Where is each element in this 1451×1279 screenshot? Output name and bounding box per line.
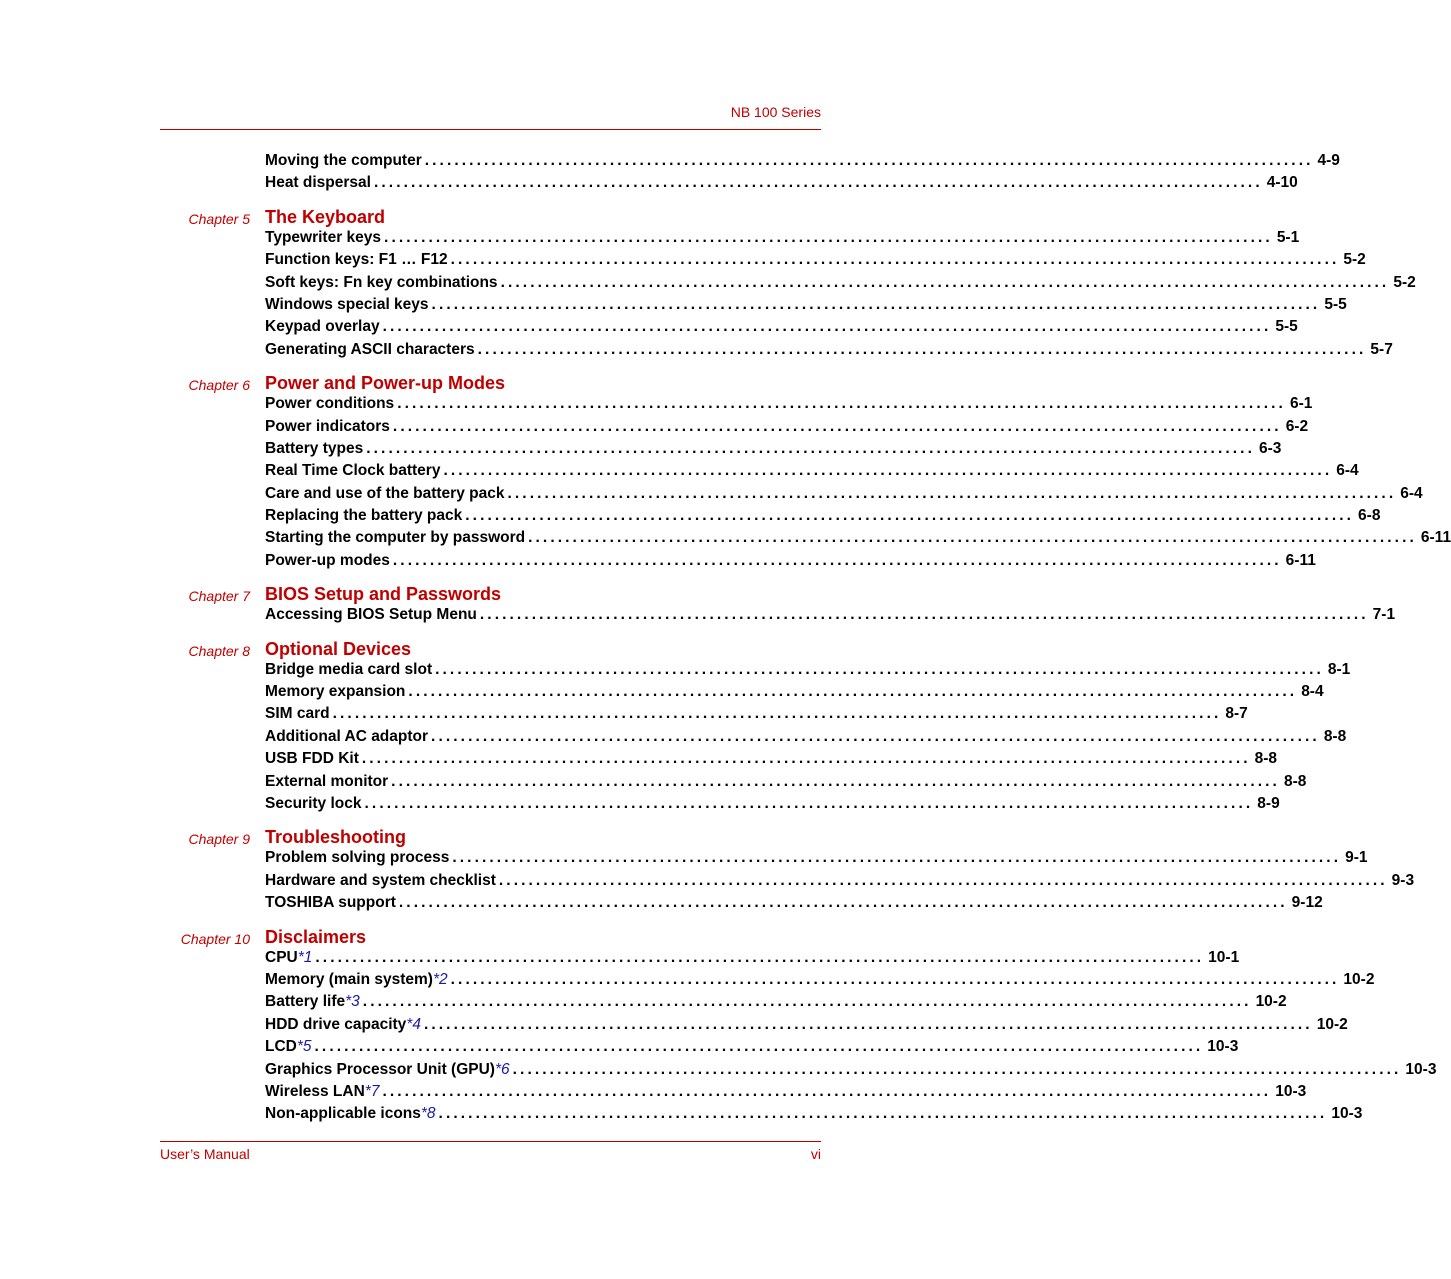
toc-entry[interactable] xyxy=(265,295,1347,318)
entry-title-text: Windows special keys xyxy=(265,295,429,313)
footnote-ref[interactable]: *1 xyxy=(297,948,313,966)
entry-title-text: Problem solving process xyxy=(265,849,450,867)
dot-leader: ........................................................................................................................ xyxy=(500,273,1390,291)
chapter-label: Chapter 5 xyxy=(188,210,250,227)
toc-entry[interactable] xyxy=(265,660,1351,683)
toc-entry[interactable] xyxy=(265,683,1324,705)
chapter-label: Chapter 10 xyxy=(180,930,250,947)
dot-leader: ........................................................................................................................ xyxy=(364,794,1254,812)
toc-entry[interactable] xyxy=(265,395,1313,417)
toc-entry[interactable] xyxy=(265,794,1280,817)
footnote-ref[interactable]: *5 xyxy=(296,1038,312,1056)
chapter-title: Disclaimers xyxy=(265,926,367,947)
toc-entry-page: 10-3 xyxy=(1331,1105,1363,1123)
toc-entry-page: 6-11 xyxy=(1285,551,1316,569)
toc-entry-title xyxy=(265,606,480,624)
dot-leader: ........................................................................................................................ xyxy=(384,228,1273,246)
toc-entry-title xyxy=(265,251,451,269)
toc-entry-title xyxy=(265,507,465,525)
chapter-label: Chapter 6 xyxy=(188,377,250,394)
entry-title-text: Moving the computer xyxy=(265,152,422,169)
entry-title-text: Battery life xyxy=(265,993,346,1011)
entry-title-text: Typewriter keys xyxy=(265,228,382,246)
toc-entry-page: 6-4 xyxy=(1336,462,1359,480)
chapter-heading[interactable] xyxy=(0,373,954,395)
dot-leader: ........................................................................................................................ xyxy=(431,727,1320,745)
toc-entry-title xyxy=(265,1061,513,1079)
toc-entry[interactable] xyxy=(265,273,1416,296)
toc-entry-title xyxy=(265,705,333,723)
footer-rule xyxy=(160,1141,821,1142)
chapter-label: Chapter 9 xyxy=(188,831,250,848)
toc-entry-page: 10-3 xyxy=(1405,1060,1437,1078)
toc-entry[interactable] xyxy=(265,1015,1348,1038)
toc-entry-title xyxy=(265,993,363,1011)
chapter-heading[interactable] xyxy=(0,927,954,949)
toc-entry-title xyxy=(265,773,391,791)
toc-entry-title xyxy=(265,174,374,192)
dot-leader: ........................................................................................................................ xyxy=(477,340,1367,358)
entry-title-text: TOSHIBA support xyxy=(265,894,396,912)
dot-leader: ........................................................................................................................ xyxy=(314,1038,1204,1056)
toc-entry-title xyxy=(265,750,362,768)
dot-leader: ........................................................................................................................ xyxy=(424,152,1314,169)
toc-entry-page: 8-8 xyxy=(1323,727,1347,745)
toc-entry-title xyxy=(265,661,435,679)
toc-entry[interactable] xyxy=(265,318,1298,340)
toc-entry-title xyxy=(265,440,366,458)
entry-title-text: HDD drive capacity xyxy=(265,1015,407,1033)
toc-entry-page: 9-3 xyxy=(1391,871,1415,889)
entry-title-text: Replacing the battery pack xyxy=(265,507,463,525)
table-of-contents xyxy=(0,152,1451,1128)
dot-leader: ........................................................................................................................ xyxy=(479,606,1369,624)
entry-title-text: External monitor xyxy=(265,772,389,790)
toc-entry-title xyxy=(265,728,431,746)
entry-title-text: Heat dispersal xyxy=(265,174,371,192)
toc-entry-title xyxy=(265,971,451,989)
toc-entry[interactable] xyxy=(265,772,1307,795)
entry-title-text: Accessing BIOS Setup Menu xyxy=(265,606,477,624)
dot-leader: ........................................................................................................................ xyxy=(408,683,1298,701)
toc-entry[interactable] xyxy=(265,970,1375,993)
toc-entry[interactable] xyxy=(265,849,1368,871)
dot-leader: ........................................................................................................................ xyxy=(397,395,1286,413)
toc-entry-title xyxy=(265,462,443,480)
dot-leader: ........................................................................................................................ xyxy=(431,295,1321,313)
toc-entry[interactable] xyxy=(265,551,1316,574)
toc-entry-page: 4-9 xyxy=(1317,152,1340,169)
dot-leader: ........................................................................................................................ xyxy=(435,660,1324,678)
dot-leader: ........................................................................................................................ xyxy=(398,894,1288,912)
chapter-heading[interactable] xyxy=(0,639,954,661)
toc-entry-title xyxy=(265,485,507,503)
toc-entry[interactable] xyxy=(265,484,1423,507)
toc-entry-page: 4-10 xyxy=(1266,174,1298,192)
dot-leader: ........................................................................................................................ xyxy=(498,871,1388,889)
entry-title-text: Bridge media card slot xyxy=(265,660,433,678)
dot-leader: ........................................................................................................................ xyxy=(373,174,1263,192)
toc-entry-title xyxy=(265,318,383,336)
entry-title-text: Security lock xyxy=(265,794,362,812)
toc-entry-title xyxy=(265,395,397,413)
toc-entry-page: 6-2 xyxy=(1285,417,1309,435)
footnote-ref[interactable]: *4 xyxy=(406,1015,421,1033)
toc-entry[interactable] xyxy=(265,529,1451,551)
toc-entry[interactable] xyxy=(265,705,1248,727)
dot-leader: ........................................................................................................................ xyxy=(366,439,1255,457)
dot-leader: ........................................................................................................................ xyxy=(362,993,1252,1011)
toc-entry[interactable] xyxy=(265,871,1415,894)
toc-entry[interactable] xyxy=(265,948,1240,971)
toc-entry-page: 6-3 xyxy=(1259,439,1282,457)
toc-entry-title xyxy=(265,1105,439,1123)
chapter-heading[interactable] xyxy=(0,584,954,606)
toc-entry-page: 6-8 xyxy=(1358,507,1381,525)
dot-leader: ........................................................................................................................ xyxy=(443,462,1333,480)
entry-title-text: Real Time Clock battery xyxy=(265,462,441,480)
entry-title-text: Non-applicable icons xyxy=(265,1105,421,1123)
entry-title-text: USB FDD Kit xyxy=(265,750,359,768)
entry-title-text: Additional AC adaptor xyxy=(265,727,429,745)
toc-entry-page: 8-8 xyxy=(1283,772,1307,790)
dot-leader: ........................................................................................................................ xyxy=(332,705,1222,723)
toc-entry[interactable] xyxy=(265,251,1366,273)
entry-title-text: Power conditions xyxy=(265,395,395,413)
toc-entry-title xyxy=(265,683,408,701)
toc-entry-page: 10-2 xyxy=(1316,1015,1348,1033)
toc-entry-page: 10-2 xyxy=(1343,970,1375,988)
entry-title-text: Memory expansion xyxy=(265,683,406,701)
toc-entry-page: 6-11 xyxy=(1420,529,1451,547)
entry-title-text: Wireless LAN xyxy=(265,1082,365,1100)
chapter-title: Power and Power-up Modes xyxy=(265,373,506,394)
toc-entry-page: 7-1 xyxy=(1372,606,1396,624)
chapter-title: The Keyboard xyxy=(265,206,386,227)
toc-entry[interactable] xyxy=(265,1105,1363,1127)
entry-title-text: Keypad overlay xyxy=(265,318,380,336)
toc-entry-title xyxy=(265,1083,382,1101)
toc-entry-title xyxy=(265,341,478,359)
entry-title-text: Graphics Processor Unit (GPU) xyxy=(265,1060,495,1078)
chapter-title: Optional Devices xyxy=(265,638,412,659)
toc-entry-page: 9-1 xyxy=(1345,849,1368,867)
page-number: vi xyxy=(810,1146,821,1162)
toc-entry[interactable] xyxy=(265,174,1298,196)
toc-entry-title xyxy=(265,529,528,547)
entry-title-text: Battery types xyxy=(265,439,364,457)
dot-leader: ........................................................................................................................ xyxy=(465,507,1355,525)
chapter-heading[interactable] xyxy=(0,827,954,849)
dot-leader: ........................................................................................................................ xyxy=(392,417,1282,435)
toc-entry[interactable] xyxy=(265,894,1323,916)
toc-entry-page: 5-7 xyxy=(1370,340,1393,358)
toc-entry-page: 5-5 xyxy=(1324,295,1347,313)
toc-entry[interactable] xyxy=(265,340,1393,363)
toc-entry[interactable] xyxy=(265,152,1340,174)
chapter-label: Chapter 7 xyxy=(188,588,250,605)
entry-title-text: Function keys: F1 … F12 xyxy=(265,251,448,269)
entry-title-text: Soft keys: Fn key combinations xyxy=(265,273,498,291)
toc-entry[interactable] xyxy=(265,228,1300,251)
footnote-ref[interactable]: *7 xyxy=(364,1082,380,1100)
toc-entry-page: 8-9 xyxy=(1257,794,1280,812)
toc-entry-page: 6-4 xyxy=(1400,484,1423,502)
toc-entry-title xyxy=(265,872,499,890)
header-rule xyxy=(160,129,821,130)
toc-entry[interactable] xyxy=(265,993,1287,1015)
toc-entry-page: 10-3 xyxy=(1207,1038,1239,1056)
entry-title-text: Starting the computer by password xyxy=(265,529,526,547)
dot-leader: ........................................................................................................................ xyxy=(507,484,1397,502)
toc-entry-page: 8-4 xyxy=(1301,683,1324,701)
toc-entry[interactable] xyxy=(265,1082,1307,1105)
entry-title-text: SIM card xyxy=(265,705,330,723)
running-header: NB 100 Series xyxy=(730,104,821,120)
toc-entry-page: 5-1 xyxy=(1276,228,1300,246)
toc-entry[interactable] xyxy=(265,462,1359,484)
footnote-ref[interactable]: *6 xyxy=(494,1060,510,1078)
toc-entry-page: 8-1 xyxy=(1327,660,1351,678)
toc-entry[interactable] xyxy=(265,606,1396,628)
toc-entry-page: 6-1 xyxy=(1289,395,1313,413)
toc-entry-title xyxy=(265,552,393,570)
chapter-label: Chapter 8 xyxy=(188,642,250,659)
toc-entry-title xyxy=(265,152,425,170)
dot-leader: ........................................................................................................................ xyxy=(392,551,1282,569)
dot-leader: ........................................................................................................................ xyxy=(423,1015,1313,1033)
toc-entry-page: 8-8 xyxy=(1254,750,1278,768)
toc-entry-page: 9-12 xyxy=(1291,894,1323,912)
toc-entry[interactable] xyxy=(265,1038,1239,1060)
entry-title-text: Hardware and system checklist xyxy=(265,871,496,889)
entry-title-text: Generating ASCII characters xyxy=(265,340,475,358)
toc-entry-title xyxy=(265,849,452,867)
toc-entry-title xyxy=(265,296,432,314)
toc-entry-title xyxy=(265,795,365,813)
toc-entry-page: 10-2 xyxy=(1255,993,1287,1011)
entry-title-text: Care and use of the battery pack xyxy=(265,484,505,502)
entry-title-text: CPU xyxy=(265,948,298,966)
dot-leader: ........................................................................................................................ xyxy=(438,1105,1328,1123)
toc-entry-title xyxy=(265,1016,424,1034)
toc-entry[interactable] xyxy=(265,727,1347,750)
toc-entry[interactable] xyxy=(265,1060,1437,1083)
toc-entry-page: 5-2 xyxy=(1393,273,1416,291)
toc-entry-title xyxy=(265,894,399,912)
toc-entry-title xyxy=(265,274,501,292)
toc-entry[interactable] xyxy=(265,417,1309,440)
dot-leader: ........................................................................................................................ xyxy=(450,251,1340,269)
chapter-title: Troubleshooting xyxy=(265,827,406,848)
dot-leader: ........................................................................................................................ xyxy=(450,970,1340,988)
toc-entry-title xyxy=(265,949,315,967)
dot-leader: ........................................................................................................................ xyxy=(361,750,1251,768)
manual-title: User’s Manual xyxy=(160,1146,250,1162)
toc-entry-page: 5-2 xyxy=(1343,251,1366,269)
entry-title-text: LCD xyxy=(265,1038,297,1056)
footnote-ref[interactable]: *2 xyxy=(432,970,448,988)
dot-leader: ........................................................................................................................ xyxy=(315,948,1205,966)
dot-leader: ........................................................................................................................ xyxy=(452,849,1342,867)
toc-entry-page: 5-5 xyxy=(1275,318,1298,336)
dot-leader: ........................................................................................................................ xyxy=(382,318,1272,336)
dot-leader: ........................................................................................................................ xyxy=(528,529,1417,547)
entry-title-text: Power-up modes xyxy=(265,551,390,569)
toc-entry[interactable] xyxy=(265,750,1278,772)
chapter-title: BIOS Setup and Passwords xyxy=(265,584,502,605)
toc-entry-title xyxy=(265,1038,315,1056)
entry-title-text: Power indicators xyxy=(265,417,390,435)
toc-entry-title xyxy=(265,418,393,436)
entry-title-text: Memory (main system) xyxy=(265,970,433,988)
footnote-ref[interactable]: *8 xyxy=(420,1105,436,1123)
toc-entry-title xyxy=(265,229,384,247)
chapter-heading[interactable] xyxy=(0,207,954,229)
dot-leader: ........................................................................................................................ xyxy=(512,1060,1402,1078)
toc-entry[interactable] xyxy=(265,439,1282,462)
dot-leader: ........................................................................................................................ xyxy=(382,1082,1272,1100)
running-footer xyxy=(160,1146,821,1162)
toc-entry[interactable] xyxy=(265,507,1381,529)
dot-leader: ........................................................................................................................ xyxy=(391,772,1280,790)
toc-entry-page: 10-3 xyxy=(1275,1082,1307,1100)
footnote-ref[interactable]: *3 xyxy=(345,993,360,1011)
toc-entry-page: 10-1 xyxy=(1208,948,1240,966)
toc-entry-page: 8-7 xyxy=(1225,705,1248,723)
